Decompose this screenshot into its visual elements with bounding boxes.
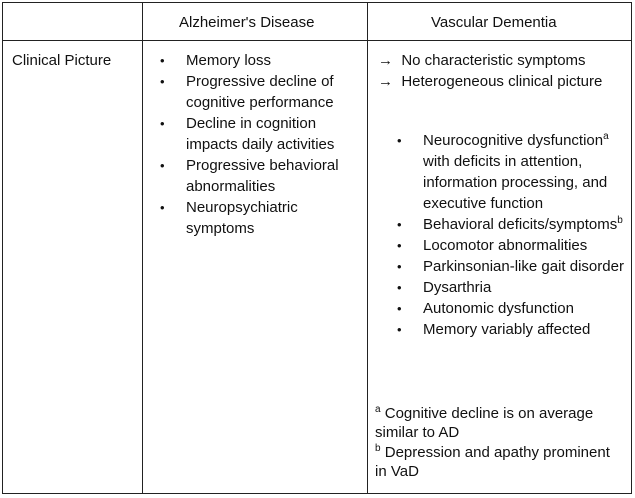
arrow-right-icon: → (378, 73, 393, 90)
column-divider-2 (367, 3, 368, 493)
header-vascular-dementia: Vascular Dementia (431, 14, 557, 31)
list-item: • Neuropsychiatric symptoms (160, 199, 298, 237)
header-divider (3, 40, 631, 41)
footnote-a: $^a$ Cognitive decline is on average similar to AD (375, 404, 594, 441)
bullet-icon: • (397, 133, 402, 148)
header-alzheimers: Alzheimer's Disease (179, 14, 315, 31)
list-item: • Locomotor abnormalities (397, 237, 588, 254)
bullet-icon: • (397, 259, 402, 274)
row-label-clinical-picture: Clinical Picture (12, 52, 112, 69)
bullet-icon: • (160, 158, 165, 173)
ad-symptom-list (159, 50, 359, 239)
vad-symptom-list (396, 130, 628, 340)
list-item: • Progressive decline of cognitive performance (160, 73, 334, 111)
list-item: • Dysarthria (397, 279, 492, 296)
bullet-icon: • (160, 200, 165, 215)
bullet-icon: • (397, 280, 402, 295)
vad-arrow-item: → Heterogeneous clinical picture (378, 73, 603, 90)
list-item: • Autonomic dysfunction (397, 300, 574, 317)
comparison-table (2, 2, 632, 494)
bullet-icon: • (397, 217, 402, 232)
list-item: • Progressive behavioral abnormalities (160, 157, 339, 195)
vad-arrow-item: → No characteristic symptoms (378, 52, 586, 69)
list-item: • Parkinsonian-like gait disorder (397, 258, 624, 275)
list-item: • Memory loss (160, 52, 272, 69)
bullet-icon: • (160, 74, 165, 89)
bullet-icon: • (397, 322, 402, 337)
footnote-b: $^b$ Depression and apathy prominent in VaD (375, 443, 610, 480)
bullet-icon: • (397, 238, 402, 253)
column-divider-1 (142, 3, 143, 493)
bullet-icon: • (160, 53, 165, 68)
list-item: • Neurocognitive dysfunction$^a$ with deficits in attention, information processing, and executive function (397, 131, 609, 212)
bullet-icon: • (397, 301, 402, 316)
list-item: • Memory variably affected (397, 321, 591, 338)
arrow-right-icon: → (378, 52, 393, 69)
list-item: • Decline in cognition impacts daily activities (160, 115, 335, 153)
bullet-icon: • (160, 116, 165, 131)
list-item: • Behavioral deficits/symptoms$^b$ (397, 215, 623, 233)
